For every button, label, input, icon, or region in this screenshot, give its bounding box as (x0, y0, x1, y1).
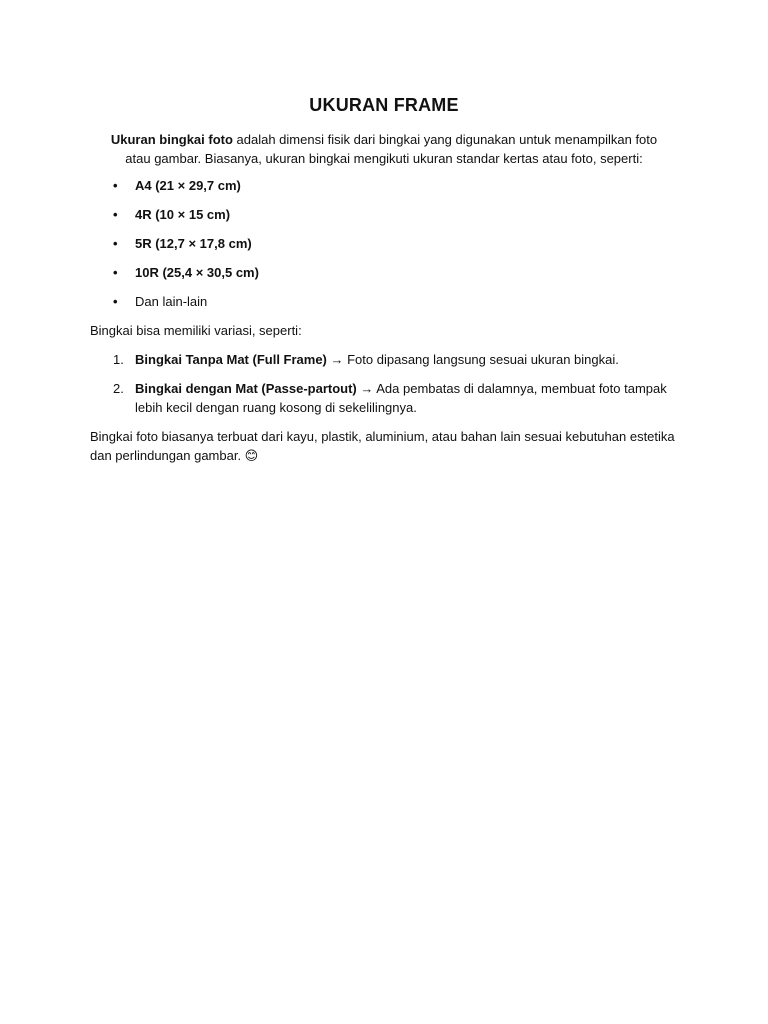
variation-intro: Bingkai bisa memiliki variasi, seperti: (90, 323, 302, 338)
list-item (90, 350, 678, 369)
document-page (90, 92, 678, 465)
variant-bold: Bingkai dengan Mat (Passe-partout) (135, 381, 357, 396)
size-label: 4R (10 × 15 cm) (135, 207, 231, 222)
bullet-icon: • (113, 265, 118, 280)
size-label: A4 (21 × 29,7 cm) (135, 178, 241, 193)
bullet-icon: • (113, 178, 118, 193)
bullet-icon: • (113, 294, 118, 309)
list-item (90, 263, 678, 282)
list-number: 1. (113, 352, 124, 367)
variant-list (90, 350, 678, 417)
intro-bold-lead: Ukuran bingkai foto (110, 132, 233, 147)
intro-text: adalah dimensi fisik dari bingkai yang digunakan untuk menampilkan foto atau gambar. Biasanya, ukuran bingkai mengikuti ukuran standar kertas atau foto, seperti: (125, 132, 658, 166)
list-number: 2. (113, 381, 124, 396)
variant-text: → Foto dipasang langsung sesuai ukuran bingkai. (326, 352, 619, 367)
variant-text: → Ada pembatas di dalamnya, membuat foto tampak lebih kecil dengan ruang kosong di sekelilingnya. (135, 381, 667, 415)
intro-paragraph (90, 130, 678, 168)
bullet-icon: • (113, 236, 118, 251)
closing-paragraph: Bingkai foto biasanya terbuat dari kayu, plastik, aluminium, atau bahan lain sesuai kebutuhan estetika dan perlindungan gambar. 😊 (90, 429, 675, 463)
size-label: Dan lain-lain (135, 294, 208, 309)
variant-bold: Bingkai Tanpa Mat (Full Frame) (135, 352, 327, 367)
size-label: 10R (25,4 × 30,5 cm) (135, 265, 259, 280)
size-label: 5R (12,7 × 17,8 cm) (135, 236, 252, 251)
list-item (90, 292, 678, 311)
list-item (90, 176, 678, 195)
bullet-icon: • (113, 207, 118, 222)
size-list (90, 176, 678, 311)
list-item (90, 379, 678, 417)
list-item (90, 234, 678, 253)
document-title: UKURAN FRAME (309, 95, 459, 115)
list-item (90, 205, 678, 224)
